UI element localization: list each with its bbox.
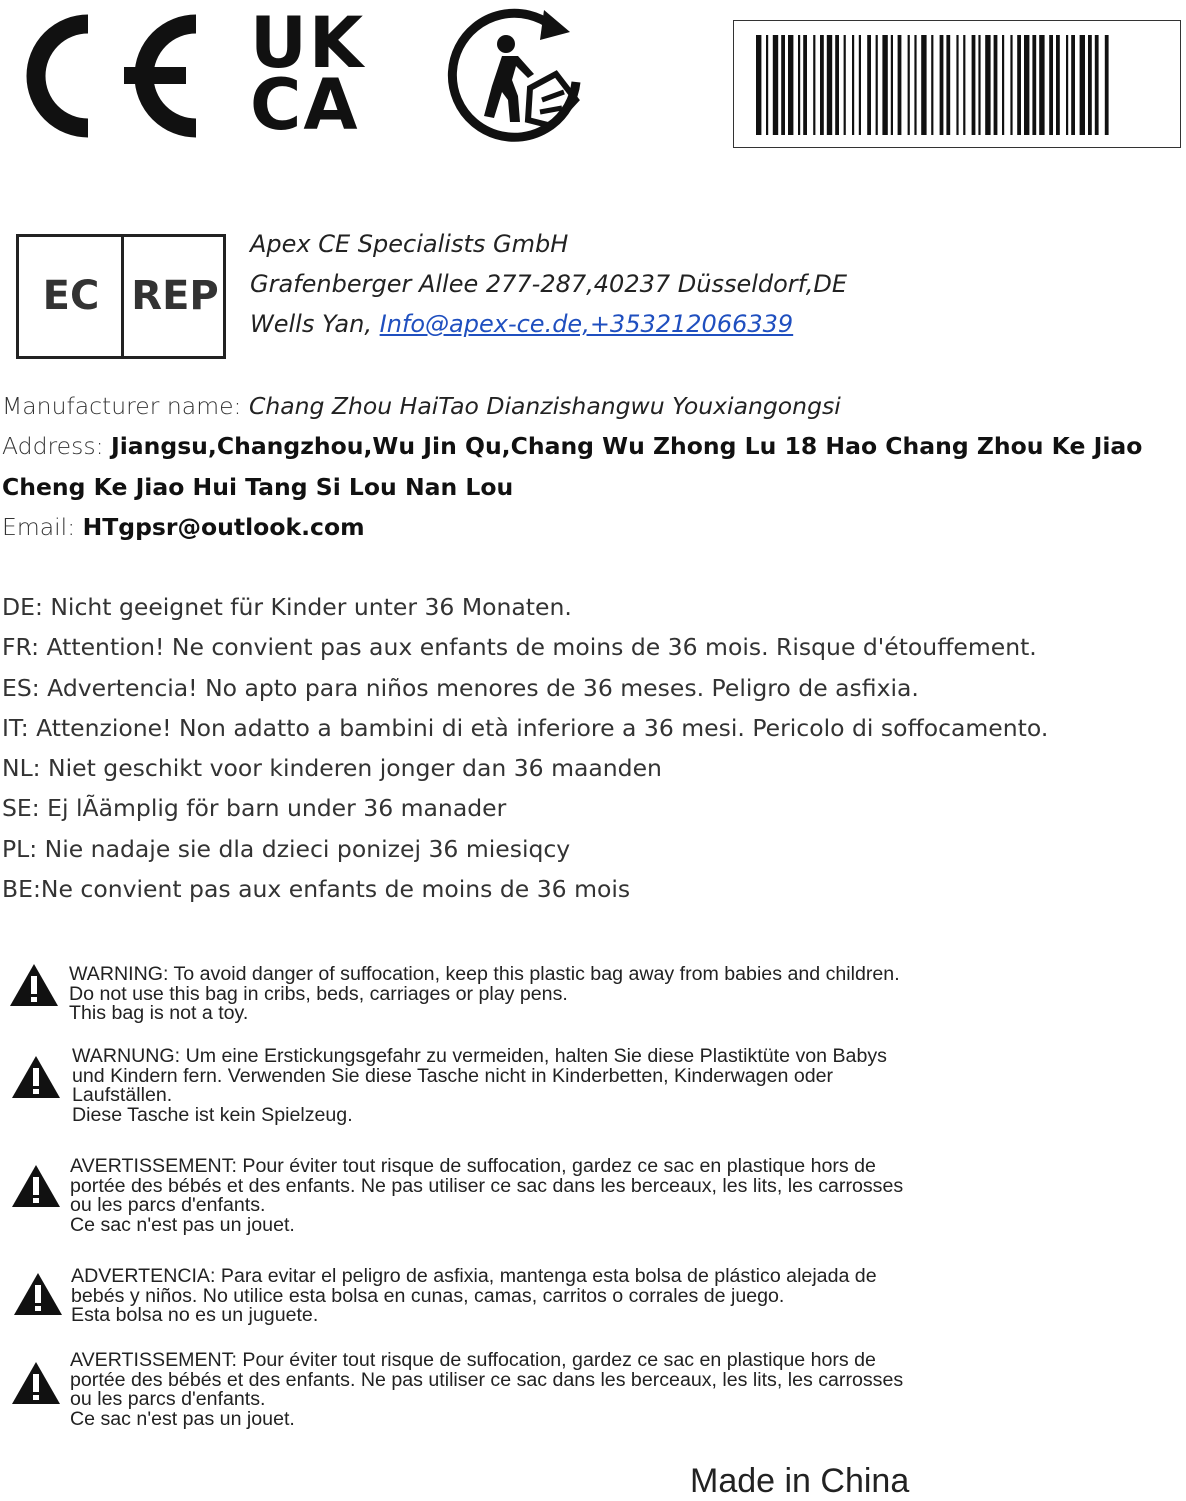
manufacturer-email-value[interactable]: HTgpsr@outlook.com bbox=[82, 512, 365, 541]
manufacturer-name-label: Manufacturer name: bbox=[2, 392, 249, 420]
bag-warning-fr bbox=[70, 1157, 903, 1235]
barcode-bar bbox=[946, 35, 950, 135]
ukca-mark bbox=[250, 2, 390, 146]
ec-rep-contact-link[interactable]: Info@apex-ce.de,+353212066339 bbox=[379, 310, 794, 338]
barcode bbox=[733, 20, 1181, 148]
bag-warning-line: Ce sac n'est pas un jouet. bbox=[70, 1407, 295, 1430]
barcode-bar bbox=[908, 35, 910, 135]
barcode-bar bbox=[963, 35, 965, 135]
barcode-bar bbox=[898, 35, 902, 135]
barcode-bar bbox=[852, 35, 854, 135]
origin-label: Made in China bbox=[690, 1462, 910, 1500]
manufacturer-email-label: Email: bbox=[2, 512, 83, 541]
age-warning-fr: FR: Attention! Ne convient pas aux enfants de moins de 36 mois. Risque d'étouffement. bbox=[2, 633, 1037, 662]
barcode-bar bbox=[803, 35, 807, 135]
manufacturer-name-value: Chang Zhou HaiTao Dianzishangwu Youxiangongsi bbox=[248, 392, 841, 420]
barcode-bar bbox=[956, 35, 958, 135]
bag-warning-line: Ce sac n'est pas un jouet. bbox=[70, 1213, 295, 1236]
barcode-bar bbox=[972, 35, 976, 135]
barcode-bar bbox=[813, 35, 815, 135]
warning-triangle-icon bbox=[12, 1271, 64, 1317]
bag-warning-line: bebés y niños. No utilice esta bolsa en cunas, camas, carritos o corrales de juego. bbox=[71, 1284, 785, 1307]
bag-warning-line: AVERTISSEMENT: Pour éviter tout risque de suffocation, gardez ce sac en plastique hors de bbox=[70, 1155, 876, 1177]
barcode-bar bbox=[1080, 35, 1085, 135]
barcode-bar bbox=[1010, 35, 1012, 135]
barcode-bar bbox=[940, 35, 944, 135]
barcode-bar bbox=[1024, 35, 1029, 135]
barcode-bar bbox=[835, 35, 839, 135]
bag-warning-line: portée des bébés et des enfants. Ne pas utiliser ce sac dans les berceaux, les lits, les carrosses bbox=[70, 1174, 904, 1197]
bag-warning-line: Diese Tasche ist kein Spielzeug. bbox=[72, 1103, 353, 1126]
manufacturer-address-value: Jiangsu,Changzhou,Wu Jin Qu,Chang Wu Zhong Lu 18 Hao Chang Zhou Ke Jiao Cheng Ke Jiao Hui Tang Si Lou Nan Lou bbox=[2, 432, 1143, 501]
tidyman-recycle-icon bbox=[444, 4, 594, 144]
barcode-bar bbox=[766, 35, 768, 135]
manufacturer-address-row bbox=[2, 426, 1182, 507]
barcode-bar bbox=[891, 35, 893, 135]
manufacturer-info bbox=[2, 386, 1182, 547]
ec-rep-contact bbox=[250, 306, 847, 346]
bag-warning-es bbox=[71, 1267, 877, 1326]
barcode-bar bbox=[914, 35, 916, 135]
barcode-bar bbox=[788, 35, 793, 135]
barcode-bar bbox=[1071, 35, 1075, 135]
ce-mark-icon bbox=[6, 10, 206, 142]
ec-label: EC bbox=[42, 273, 100, 319]
bag-warning-line: WARNING: To avoid danger of suffocation, keep this plastic bag away from babies and children. bbox=[69, 963, 900, 985]
bag-warning-line: AVERTISSEMENT: Pour éviter tout risque de suffocation, gardez ce sac en plastique hors de bbox=[70, 1349, 876, 1371]
barcode-icon bbox=[756, 35, 1160, 135]
manufacturer-name-row bbox=[2, 386, 1182, 426]
barcode-bar bbox=[1105, 35, 1109, 135]
barcode-bar bbox=[756, 35, 761, 135]
warning-triangle-icon bbox=[10, 1360, 62, 1406]
bag-warning-line: ou les parcs d'enfants. bbox=[70, 1194, 266, 1216]
rep-label: REP bbox=[131, 273, 219, 319]
barcode-bar bbox=[859, 35, 861, 135]
bag-warning-fr-repeat bbox=[70, 1351, 903, 1429]
ukca-line-2: CA bbox=[250, 64, 360, 146]
barcode-bar bbox=[1017, 35, 1021, 135]
barcode-bar bbox=[773, 35, 778, 135]
barcode-bar bbox=[827, 35, 832, 135]
barcode-bar bbox=[985, 35, 990, 135]
barcode-bar bbox=[820, 35, 824, 135]
barcode-bar bbox=[876, 35, 878, 135]
warning-triangle-icon bbox=[8, 962, 60, 1008]
warning-triangle-icon bbox=[10, 1054, 62, 1100]
age-warning-nl: NL: Niet geschikt voor kinderen jonger dan 36 maanden bbox=[2, 754, 662, 783]
bag-warning-line: ADVERTENCIA: Para evitar el peligro de asfixia, mantenga esta bolsa de plástico alejada de bbox=[71, 1265, 877, 1287]
manufacturer-email-row bbox=[2, 507, 1182, 547]
ec-rep-details bbox=[250, 226, 847, 346]
bag-warning-line: und Kindern fern. Verwenden Sie diese Tasche nicht in Kinderbetten, Kinderwagen oder bbox=[72, 1064, 834, 1087]
age-warning-it: IT: Attenzione! Non adatto a bambini di età inferiore a 36 mesi. Pericolo di soffocamento. bbox=[2, 713, 1049, 742]
bag-warning-line: WARNUNG: Um eine Erstickungsgefahr zu vermeiden, halten Sie diese Plastiktüte von Babys bbox=[72, 1045, 887, 1067]
barcode-bar bbox=[798, 35, 800, 135]
barcode-bar bbox=[882, 35, 887, 135]
ec-rep-company: Apex CE Specialists GmbH bbox=[250, 230, 569, 258]
ukca-line-1: UK bbox=[250, 2, 366, 84]
bag-warning-line: This bag is not a toy. bbox=[69, 1002, 249, 1024]
barcode-bar bbox=[1049, 35, 1053, 135]
ec-rep-symbol bbox=[16, 234, 226, 359]
ec-rep-contact-name: Wells Yan, bbox=[250, 310, 380, 338]
bag-warning-line: portée des bébés et des enfants. Ne pas utiliser ce sac dans les berceaux, les lits, les carrosses bbox=[70, 1368, 904, 1391]
barcode-bar bbox=[781, 35, 785, 135]
bag-warning-de bbox=[72, 1047, 887, 1125]
bag-warning-en bbox=[69, 965, 900, 1024]
age-warning-be: BE:Ne convient pas aux enfants de moins de 36 mois bbox=[2, 875, 631, 904]
bag-warning-line: ou les parcs d'enfants. bbox=[70, 1388, 266, 1410]
barcode-bar bbox=[1039, 35, 1044, 135]
barcode-bar bbox=[1088, 35, 1092, 135]
age-warning-se: SE: Ej lÃämplig för barn under 36 manader bbox=[2, 794, 507, 823]
barcode-bar bbox=[978, 35, 980, 135]
barcode-bar bbox=[1032, 35, 1036, 135]
age-warning-pl: PL: Nie nadaje sie dla dzieci ponizej 36 miesiqcy bbox=[2, 834, 571, 863]
barcode-bar bbox=[1095, 35, 1099, 135]
age-warning-es: ES: Advertencia! No apto para niños menores de 36 meses. Peligro de asfixia. bbox=[2, 673, 919, 702]
bag-warning-line: Esta bolsa no es un juguete. bbox=[71, 1304, 319, 1326]
bag-warning-line: Laufställen. bbox=[72, 1084, 173, 1106]
barcode-bar bbox=[994, 35, 998, 135]
barcode-bar bbox=[867, 35, 871, 135]
ec-rep-address: Grafenberger Allee 277-287,40237 Düsseldorf,DE bbox=[250, 270, 847, 298]
age-warning-list bbox=[2, 587, 1048, 909]
ec-rep-divider bbox=[121, 237, 124, 356]
barcode-bar bbox=[921, 35, 926, 135]
age-warning-de: DE: Nicht geeignet für Kinder unter 36 Monaten. bbox=[2, 593, 572, 621]
manufacturer-address-label: Address: bbox=[2, 432, 111, 461]
barcode-bar bbox=[1056, 35, 1060, 135]
barcode-bar bbox=[1066, 35, 1068, 135]
warning-triangle-icon bbox=[10, 1163, 62, 1209]
barcode-bar bbox=[844, 35, 846, 135]
barcode-bar bbox=[931, 35, 933, 135]
bag-warning-line: Do not use this bag in cribs, beds, carriages or play pens. bbox=[69, 982, 568, 1005]
barcode-bar bbox=[1002, 35, 1004, 135]
